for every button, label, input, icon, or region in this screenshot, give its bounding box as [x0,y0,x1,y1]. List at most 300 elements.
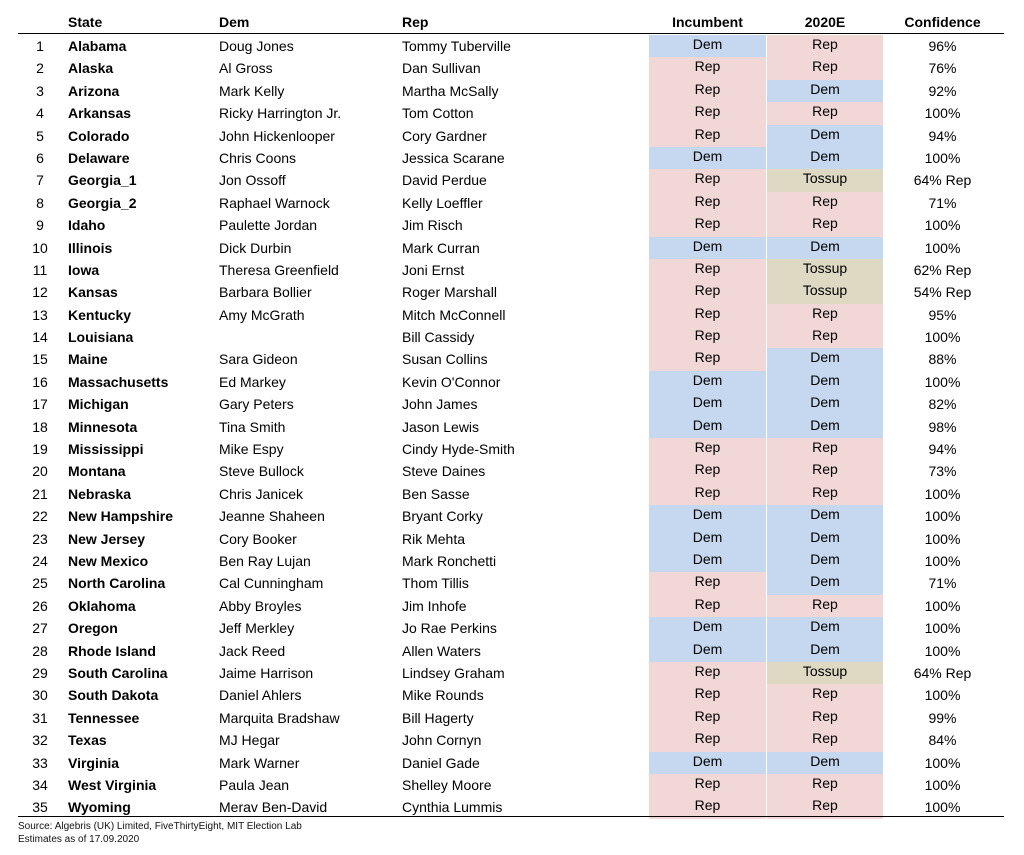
forecast-2020e-cell [767,438,883,460]
incumbent-cell-label: Dem [692,147,723,164]
incumbent-cell [649,348,766,370]
state-cell: Texas [68,732,107,749]
dem-candidate-cell: Ricky Harrington Jr. [219,105,342,122]
table-row [0,460,1024,482]
incumbent-cell [649,80,766,102]
incumbent-cell-label: Rep [694,349,721,366]
confidence-cell: 84% [928,732,957,749]
state-cell: West Virginia [68,776,157,793]
incumbent-cell [649,752,766,774]
forecast-2020e-cell [767,550,883,572]
confidence-cell: 94% [928,127,957,144]
incumbent-cell-label: Rep [694,80,721,97]
dem-candidate-cell: Gary Peters [219,396,294,413]
row-number: 9 [36,217,44,234]
forecast-2020e-cell [767,707,883,729]
incumbent-cell [649,595,766,617]
state-cell: Arizona [68,82,120,99]
forecast-2020e-cell-label: Dem [810,528,840,545]
state-cell: New Mexico [68,552,149,569]
dem-candidate-cell: Ed Markey [219,373,286,390]
incumbent-cell [649,416,766,438]
incumbent-cell-label: Rep [694,215,721,232]
incumbent-cell [649,281,766,303]
rep-candidate-cell: Mark Ronchetti [402,552,497,569]
forecast-2020e-cell-label: Dem [810,573,840,590]
table-row [0,416,1024,438]
state-cell: South Carolina [68,664,168,681]
state-cell: Colorado [68,127,130,144]
confidence-cell: 64% Rep [913,664,972,681]
incumbent-cell [649,326,766,348]
rep-candidate-cell: Shelley Moore [402,776,492,793]
forecast-2020e-cell [767,460,883,482]
row-number: 27 [32,620,48,637]
incumbent-cell-label: Dem [692,506,723,523]
forecast-2020e-cell-label: Rep [812,36,838,52]
incumbent-cell-label: Rep [694,774,721,791]
incumbent-cell [649,102,766,124]
confidence-cell: 100% [924,687,961,704]
row-number: 25 [32,575,48,592]
state-cell: Idaho [68,217,106,234]
incumbent-cell-label: Rep [694,103,721,120]
forecast-2020e-cell [767,662,883,684]
row-number: 8 [36,194,44,211]
forecast-2020e-cell [767,304,883,326]
forecast-2020e-cell [767,348,883,370]
confidence-cell: 100% [924,530,961,547]
table-row [0,707,1024,729]
forecast-2020e-cell [767,147,883,169]
rep-candidate-cell: Cory Gardner [402,127,487,144]
incumbent-cell-label: Rep [694,573,721,590]
state-cell: Iowa [68,261,100,278]
forecast-2020e-cell-label: Dem [810,371,840,388]
rep-candidate-cell: Mitch McConnell [402,306,506,323]
row-number: 17 [32,396,48,413]
forecast-2020e-cell [767,617,883,639]
dem-candidate-cell: Mark Kelly [219,82,285,99]
confidence-cell: 100% [924,217,961,234]
rep-candidate-cell: Jim Inhofe [402,597,467,614]
rep-candidate-cell: Cynthia Lummis [402,799,503,816]
confidence-cell: 100% [924,239,961,256]
row-number: 30 [32,687,48,704]
dem-candidate-cell: Paula Jean [219,776,290,793]
table-row [0,550,1024,572]
rep-candidate-cell: Mike Rounds [402,687,484,704]
rep-candidate-cell: Bill Cassidy [402,329,475,346]
incumbent-cell [649,662,766,684]
rep-candidate-cell: Jo Rae Perkins [402,620,497,637]
incumbent-cell [649,57,766,79]
confidence-cell: 100% [924,642,961,659]
row-number: 13 [32,306,48,323]
forecast-2020e-cell [767,774,883,796]
row-number: 18 [32,418,48,435]
table-row [0,35,1024,57]
incumbent-cell [649,617,766,639]
forecast-2020e-cell-label: Dem [810,506,840,523]
incumbent-cell-label: Rep [694,259,721,276]
rep-candidate-cell: David Perdue [402,172,487,189]
dem-candidate-cell: Daniel Ahlers [219,687,302,704]
confidence-cell: 94% [928,441,957,458]
state-cell: Wyoming [68,799,131,816]
forecast-2020e-cell [767,281,883,303]
incumbent-cell [649,684,766,706]
table-row [0,147,1024,169]
incumbent-cell-label: Rep [694,797,721,814]
confidence-cell: 100% [924,776,961,793]
row-number: 20 [32,463,48,480]
forecast-2020e-cell-label: Dem [810,237,840,254]
state-cell: Rhode Island [68,642,156,659]
table-row [0,617,1024,639]
table-row [0,102,1024,124]
forecast-2020e-cell [767,416,883,438]
dem-candidate-cell: Jaime Harrison [219,664,314,681]
confidence-cell: 73% [928,463,957,480]
incumbent-cell-label: Rep [694,707,721,724]
state-cell: Massachusetts [68,373,169,390]
confidence-cell: 71% [928,194,957,211]
incumbent-cell [649,237,766,259]
rep-candidate-cell: Kevin O'Connor [402,373,501,390]
incumbent-cell [649,460,766,482]
incumbent-cell [649,169,766,191]
forecast-2020e-cell [767,192,883,214]
dem-candidate-cell: Jack Reed [219,642,286,659]
confidence-cell: 100% [924,754,961,771]
incumbent-cell [649,640,766,662]
forecast-2020e-cell-label: Rep [812,685,838,702]
forecast-2020e-cell-label: Dem [810,752,840,769]
confidence-cell: 95% [928,306,957,323]
header-incumbent: Incumbent [672,14,743,30]
dem-candidate-cell: Merav Ben-David [219,799,328,816]
forecast-2020e-cell-label: Rep [812,797,838,814]
state-cell: Kentucky [68,306,132,323]
row-number: 10 [32,239,48,256]
rep-candidate-cell: Ben Sasse [402,485,470,502]
state-cell: South Dakota [68,687,159,704]
table-row [0,483,1024,505]
confidence-cell: 100% [924,485,961,502]
forecast-2020e-cell-label: Dem [810,147,840,164]
incumbent-cell [649,528,766,550]
forecast-2020e-cell-label: Dem [810,80,840,97]
rep-candidate-cell: Jason Lewis [402,418,480,435]
incumbent-cell-label: Rep [694,58,721,75]
incumbent-cell-label: Rep [694,125,721,142]
forecast-2020e-cell [767,729,883,751]
table-row [0,237,1024,259]
state-cell: Montana [68,463,126,480]
incumbent-cell-label: Dem [692,36,723,52]
dem-candidate-cell: Raphael Warnock [219,194,330,211]
forecast-2020e-cell-label: Rep [812,215,838,232]
row-number: 34 [32,776,48,793]
dem-candidate-cell: Mike Espy [219,441,284,458]
forecast-2020e-cell [767,57,883,79]
forecast-2020e-cell [767,684,883,706]
forecast-2020e-cell [767,80,883,102]
state-cell: Oklahoma [68,597,136,614]
confidence-cell: 100% [924,373,961,390]
forecast-2020e-cell [767,214,883,236]
forecast-2020e-cell-label: Tossup [802,259,848,276]
incumbent-cell-label: Dem [692,640,723,657]
forecast-2020e-cell [767,326,883,348]
incumbent-cell-label: Dem [692,371,723,388]
incumbent-cell [649,572,766,594]
header-2020e: 2020E [804,14,846,30]
incumbent-cell [649,214,766,236]
table-row [0,281,1024,303]
confidence-cell: 82% [928,396,957,413]
dem-candidate-cell: Jeff Merkley [219,620,295,637]
forecast-2020e-cell [767,35,883,57]
state-cell: Kansas [68,284,118,301]
state-cell: Michigan [68,396,129,413]
row-number: 7 [36,172,44,189]
state-cell: Mississippi [68,441,144,458]
state-cell: Alabama [68,38,127,54]
confidence-cell: 54% Rep [913,284,972,301]
incumbent-cell-label: Rep [694,327,721,344]
incumbent-cell-label: Rep [694,595,721,612]
state-cell: Illinois [68,239,113,256]
incumbent-cell [649,371,766,393]
dem-candidate-cell: Theresa Greenfield [219,261,339,278]
confidence-cell: 100% [924,105,961,122]
row-number: 21 [32,485,48,502]
forecast-2020e-cell-label: Rep [812,304,838,321]
incumbent-cell-label: Rep [694,483,721,500]
confidence-cell: 100% [924,620,961,637]
table-row [0,393,1024,415]
rep-candidate-cell: Tom Cotton [402,105,474,122]
rep-candidate-cell: Lindsey Graham [402,664,505,681]
confidence-cell: 76% [928,60,957,77]
forecast-2020e-cell-label: Rep [812,707,838,724]
dem-candidate-cell: Marquita Bradshaw [219,709,340,726]
table-row [0,326,1024,348]
confidence-cell: 92% [928,82,957,99]
row-number: 15 [32,351,48,368]
forecast-2020e-cell-label: Dem [810,416,840,433]
row-number: 23 [32,530,48,547]
table-row [0,348,1024,370]
incumbent-cell-label: Dem [692,528,723,545]
dem-candidate-cell: Cory Booker [219,530,297,547]
dem-candidate-cell: Cal Cunningham [219,575,324,592]
rep-candidate-cell: Roger Marshall [402,284,497,301]
row-number: 11 [32,261,48,278]
table-row [0,80,1024,102]
incumbent-cell-label: Rep [694,730,721,747]
forecast-2020e-cell [767,640,883,662]
dem-candidate-cell: Jon Ossoff [219,172,286,189]
forecast-2020e-cell-label: Rep [812,103,838,120]
forecast-2020e-cell [767,102,883,124]
table-row [0,528,1024,550]
row-number: 26 [32,597,48,614]
forecast-2020e-cell-label: Rep [812,730,838,747]
rep-candidate-cell: Jim Risch [402,217,463,234]
state-cell: Georgia_1 [68,172,137,189]
forecast-2020e-cell-label: Rep [812,774,838,791]
row-number: 32 [32,732,48,749]
forecast-2020e-cell-label: Rep [812,483,838,500]
incumbent-cell-label: Rep [694,461,721,478]
forecast-2020e-cell-label: Dem [810,125,840,142]
table-row [0,684,1024,706]
state-cell: North Carolina [68,575,166,592]
row-number: 12 [32,284,48,301]
table-header [0,14,1024,34]
state-cell: New Hampshire [68,508,174,525]
confidence-cell: 100% [924,552,961,569]
table-row [0,304,1024,326]
forecast-2020e-cell [767,125,883,147]
confidence-cell: 100% [924,149,961,166]
row-number: 33 [32,754,48,771]
rep-candidate-cell: John James [402,396,478,413]
header-dem: Dem [219,14,250,30]
row-number: 35 [32,799,48,816]
rep-candidate-cell: Allen Waters [402,642,481,659]
table-row [0,214,1024,236]
confidence-cell: 96% [928,38,957,54]
forecast-2020e-cell [767,483,883,505]
table-row [0,640,1024,662]
forecast-2020e-cell [767,595,883,617]
row-number: 29 [32,664,48,681]
state-cell: Georgia_2 [68,194,137,211]
incumbent-cell [649,774,766,796]
forecast-2020e-cell [767,752,883,774]
dem-candidate-cell: MJ Hegar [219,732,280,749]
table-row [0,125,1024,147]
confidence-cell: 64% Rep [913,172,972,189]
dem-candidate-cell: Steve Bullock [219,463,304,480]
confidence-cell: 99% [928,709,957,726]
table-row [0,371,1024,393]
row-number: 2 [36,60,44,77]
incumbent-cell [649,147,766,169]
incumbent-cell-label: Rep [694,685,721,702]
incumbent-cell [649,505,766,527]
rep-candidate-cell: Cindy Hyde-Smith [402,441,515,458]
incumbent-cell-label: Dem [692,550,723,567]
row-number: 16 [32,373,48,390]
forecast-2020e-cell [767,505,883,527]
rep-candidate-cell: Susan Collins [402,351,488,368]
confidence-cell: 100% [924,329,961,346]
row-number: 19 [32,441,48,458]
incumbent-cell-label: Dem [692,752,723,769]
rep-candidate-cell: Steve Daines [402,463,486,480]
table-row [0,438,1024,460]
rep-candidate-cell: Kelly Loeffler [402,194,483,211]
rep-candidate-cell: Joni Ernst [402,261,465,278]
row-number: 22 [32,508,48,525]
forecast-2020e-cell-label: Dem [810,618,840,635]
incumbent-cell-label: Rep [694,192,721,209]
forecast-2020e-cell-label: Rep [812,439,838,456]
forecast-2020e-cell-label: Rep [812,327,838,344]
header-state: State [68,14,103,30]
incumbent-cell [649,35,766,57]
table-row [0,752,1024,774]
confidence-cell: 98% [928,418,957,435]
confidence-cell: 100% [924,508,961,525]
incumbent-cell [649,438,766,460]
confidence-cell: 71% [928,575,957,592]
dem-candidate-cell: Barbara Bollier [219,284,312,301]
dem-candidate-cell: Dick Durbin [219,239,292,256]
header-rep: Rep [402,14,429,30]
table-row [0,662,1024,684]
dem-candidate-cell: Ben Ray Lujan [219,552,311,569]
forecast-2020e-cell-label: Dem [810,349,840,366]
dem-candidate-cell: Paulette Jordan [219,217,318,234]
rep-candidate-cell: Martha McSally [402,82,499,99]
dem-candidate-cell: Tina Smith [219,418,286,435]
incumbent-cell [649,259,766,281]
forecast-2020e-cell [767,169,883,191]
incumbent-cell [649,393,766,415]
dem-candidate-cell: Mark Warner [219,754,300,771]
forecast-2020e-cell-label: Dem [810,640,840,657]
confidence-cell: 88% [928,351,957,368]
confidence-cell: 100% [924,597,961,614]
state-cell: Arkansas [68,105,132,122]
state-cell: Minnesota [68,418,138,435]
table-row [0,729,1024,751]
state-cell: Louisiana [68,329,134,346]
rep-candidate-cell: Rik Mehta [402,530,466,547]
dem-candidate-cell: Chris Janicek [219,485,304,502]
rep-candidate-cell: Thom Tillis [402,575,469,592]
incumbent-cell-label: Dem [692,237,723,254]
incumbent-cell-label: Dem [692,416,723,433]
forecast-2020e-cell-label: Tossup [802,282,848,299]
dem-candidate-cell: Chris Coons [219,149,297,166]
incumbent-cell-label: Rep [694,170,721,187]
rep-candidate-cell: Daniel Gade [402,754,480,771]
dem-candidate-cell: John Hickenlooper [219,127,335,144]
forecast-2020e-cell [767,259,883,281]
rep-candidate-cell: Dan Sullivan [402,60,481,77]
rep-candidate-cell: Bill Hagerty [402,709,474,726]
forecast-2020e-cell-label: Rep [812,461,838,478]
rep-candidate-cell: Jessica Scarane [402,149,505,166]
confidence-cell: 62% Rep [913,261,972,278]
table-row [0,595,1024,617]
incumbent-cell [649,707,766,729]
table-row [0,572,1024,594]
dem-candidate-cell: Sara Gideon [219,351,298,368]
state-cell: Oregon [68,620,118,637]
row-number: 6 [36,149,44,166]
header-confidence: Confidence [904,14,981,30]
incumbent-cell-label: Rep [694,662,721,679]
source-note: Source: Algebris (UK) Limited, FiveThirtyEight, MIT Election Lab [18,821,302,832]
